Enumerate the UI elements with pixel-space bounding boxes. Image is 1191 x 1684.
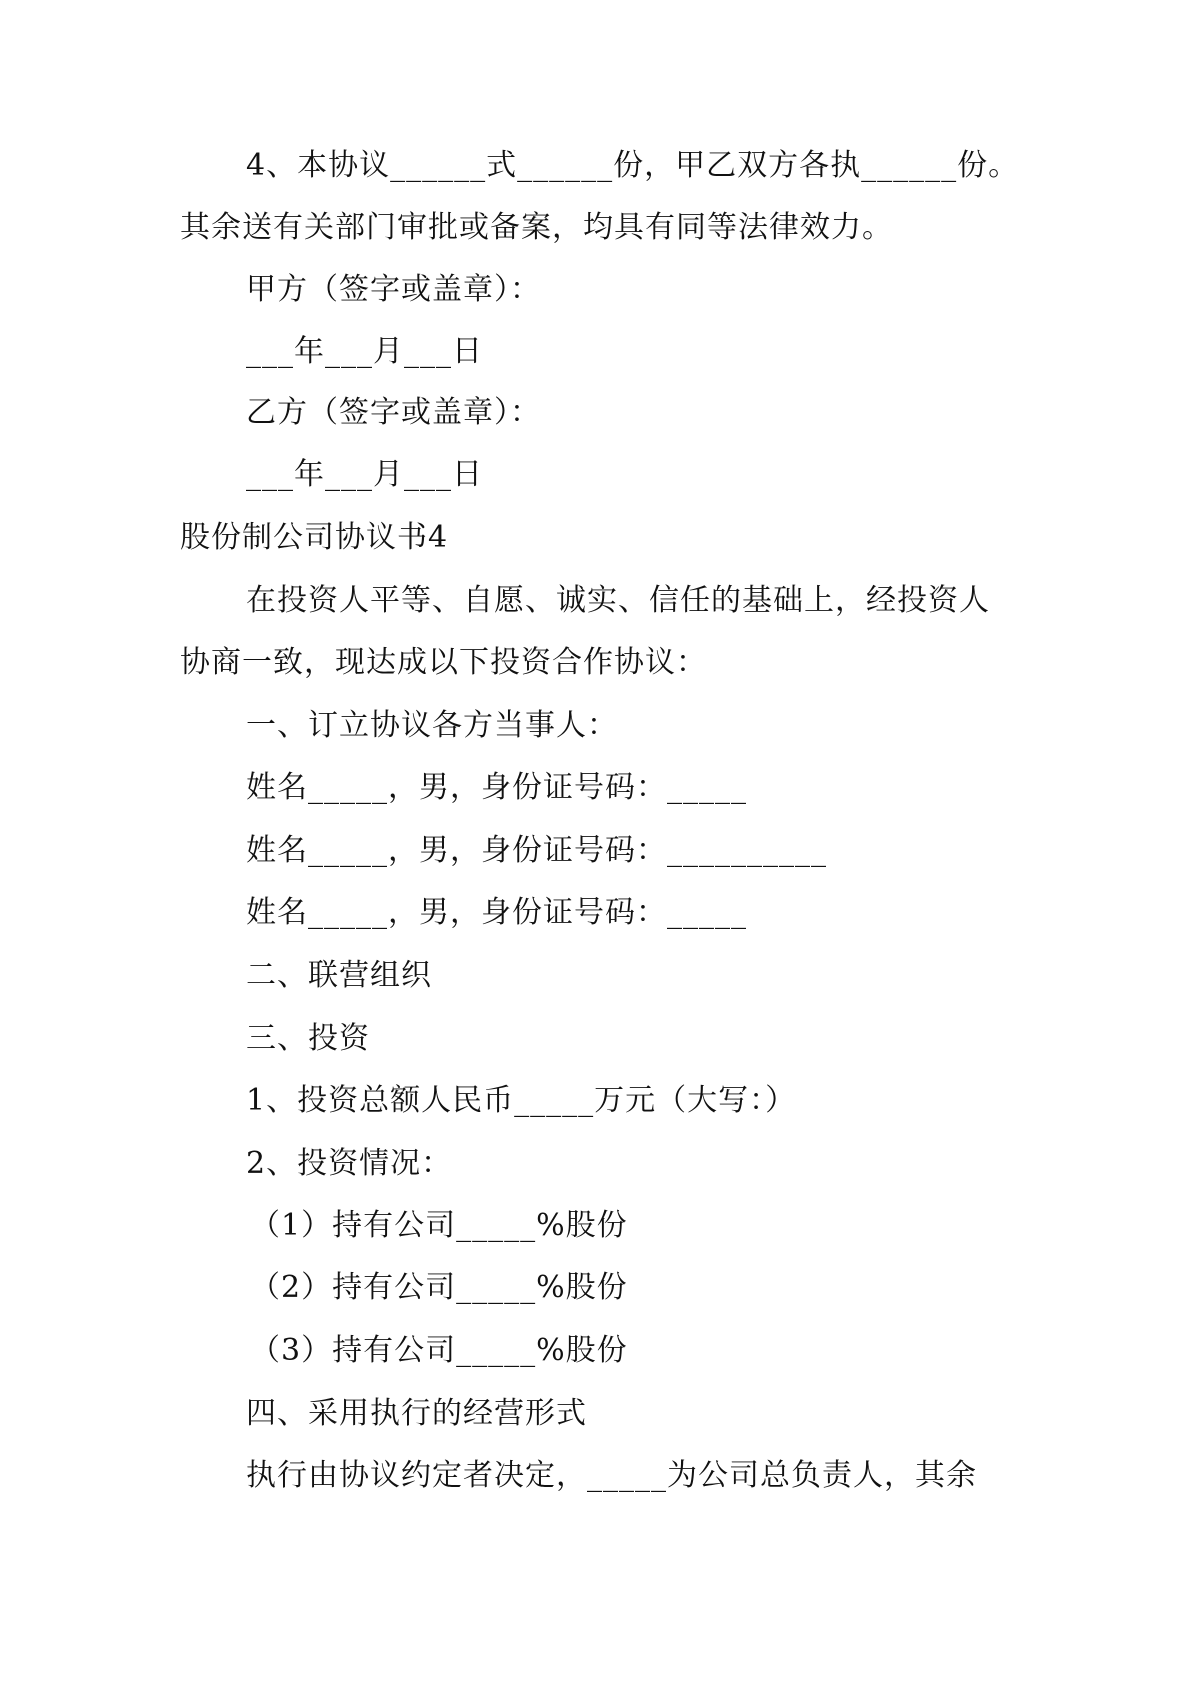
- heading-joint-organization: 二、联营组织: [246, 958, 432, 993]
- party-name-line-2: 姓名_____，男，身份证号码：__________: [246, 833, 827, 868]
- investment-total-line: 1、投资总额人民币_____万元（大写：）: [246, 1083, 797, 1118]
- preamble-line-2: 协商一致，现达成以下投资合作协议：: [180, 645, 707, 680]
- shareholding-line-3: （3）持有公司_____%股份: [250, 1333, 628, 1368]
- party-b-signature-label: 乙方（签字或盖章）：: [246, 395, 541, 430]
- shareholding-line-2: （2）持有公司_____%股份: [250, 1270, 628, 1305]
- investment-status-line: 2、投资情况：: [246, 1146, 453, 1181]
- party-name-line-3: 姓名_____，男，身份证号码：_____: [246, 895, 747, 930]
- operation-form-line: 执行由协议约定者决定，_____为公司总负责人，其余: [246, 1458, 977, 1493]
- party-name-line-1: 姓名_____，男，身份证号码：_____: [246, 770, 747, 805]
- party-a-signature-label: 甲方（签字或盖章）：: [246, 272, 541, 307]
- shareholding-line-1: （1）持有公司_____%股份: [250, 1208, 628, 1243]
- heading-investment: 三、投资: [246, 1021, 370, 1056]
- heading-operation-form: 四、采用执行的经营形式: [246, 1396, 587, 1431]
- clause-4-continuation: 其余送有关部门审批或备案，均具有同等法律效力。: [180, 210, 893, 245]
- party-b-date-line: ___年___月___日: [246, 457, 483, 492]
- heading-parties: 一、订立协议各方当事人：: [246, 708, 618, 743]
- section-title: 股份制公司协议书4: [180, 520, 449, 555]
- party-a-date-line: ___年___月___日: [246, 334, 483, 369]
- clause-4-copies-line: 4、本协议______式______份，甲乙双方各执______份。: [246, 148, 1020, 183]
- preamble-line-1: 在投资人平等、自愿、诚实、信任的基础上，经投资人: [246, 583, 990, 618]
